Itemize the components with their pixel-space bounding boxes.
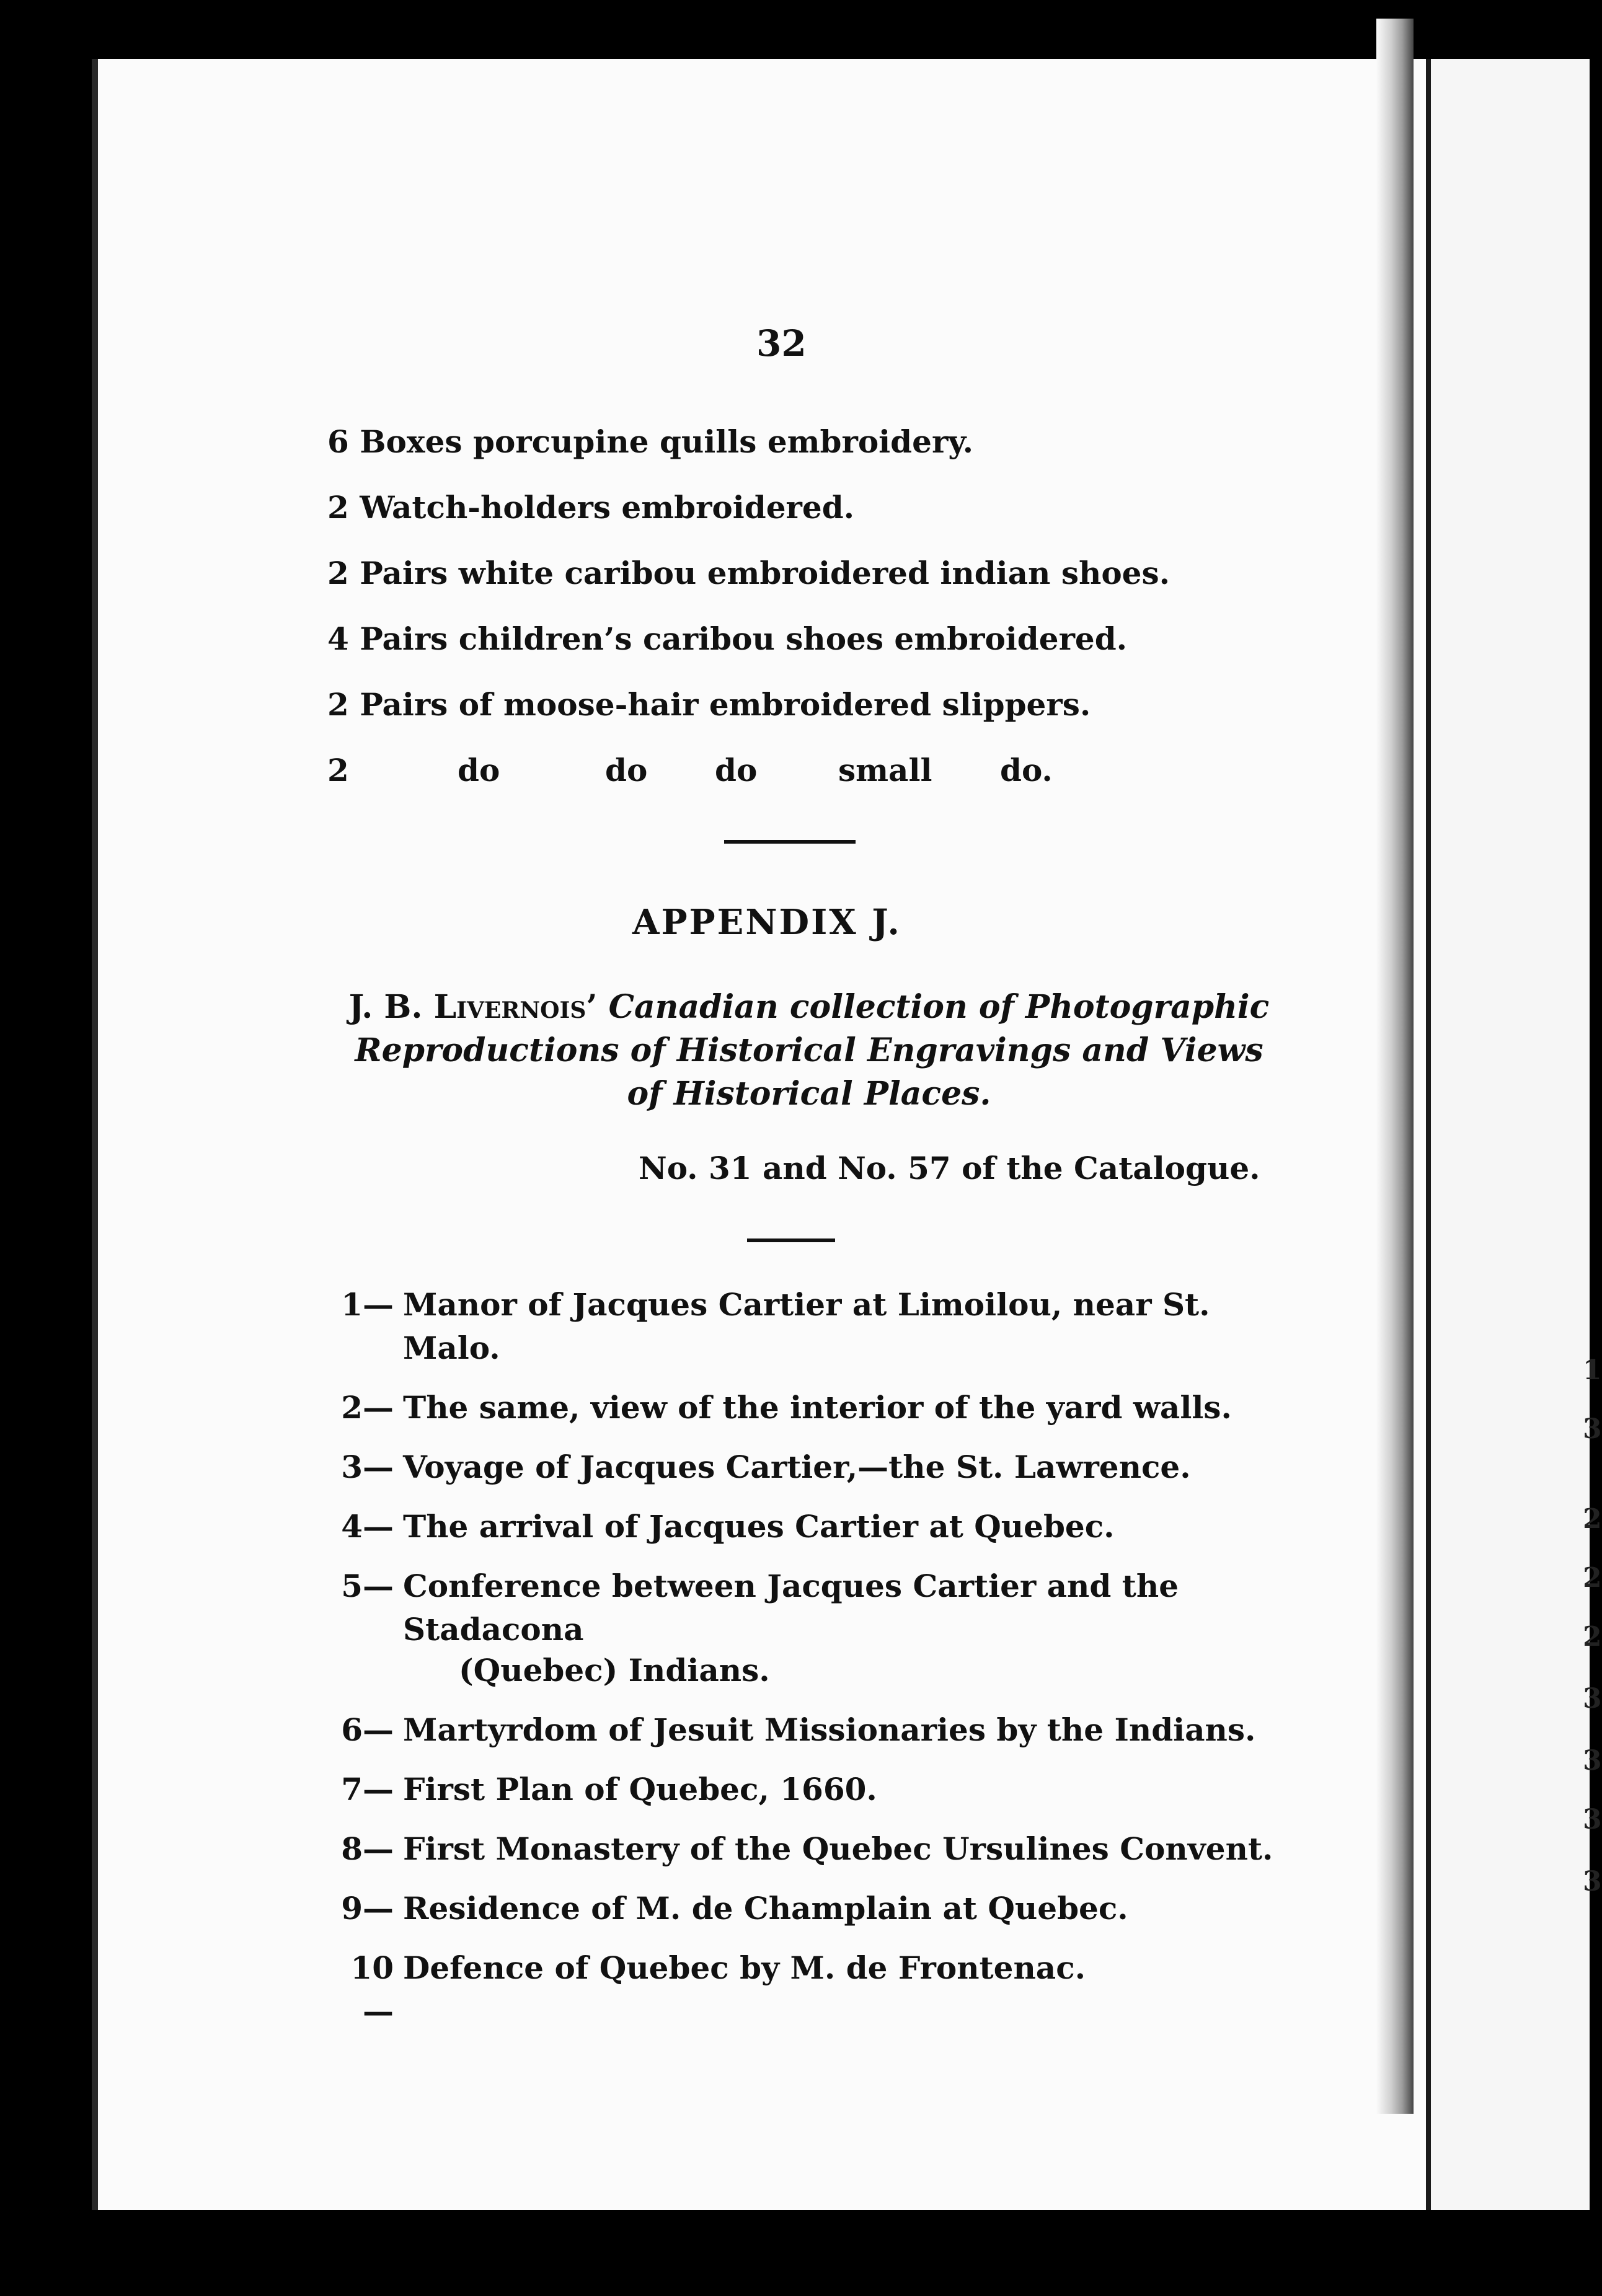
page-number: 32 <box>756 322 807 364</box>
entry-number: 5— <box>341 1568 394 1604</box>
list-item: 6 Boxes porcupine quills embroidery. <box>327 423 974 460</box>
list-item: 4 Pairs children’s caribou shoes embroidered. <box>327 620 1128 657</box>
ditto-mark: do <box>715 752 758 788</box>
author-initials: J. B. <box>348 988 423 1026</box>
entry-text: Martyrdom of Jesuit Missionaries by the Indians. <box>403 1711 1256 1748</box>
entry-text: Conference between Jacques Cartier and the Stadacona <box>403 1568 1179 1648</box>
edge-char: 2 <box>1583 1503 1602 1535</box>
ditto-qty: 2 <box>327 752 349 788</box>
entry-text: Voyage of Jacques Cartier,—the St. Lawrence. <box>403 1449 1191 1485</box>
collection-title: Canadian collection of Photographic Reproductions of Historical Engravings and Views of Historical Places. <box>355 988 1270 1113</box>
list-item: 2 Watch-holders embroidered. <box>327 489 855 526</box>
list-item <box>335 1708 1302 1752</box>
appendix-description <box>335 986 1283 1116</box>
page-gutter-shadow <box>1376 19 1414 2114</box>
ditto-mark: do <box>605 752 648 788</box>
entry-text: Manor of Jacques Cartier at Limoilou, near St. Malo. <box>403 1286 1210 1366</box>
entry-text: First Monastery of the Quebec Ursulines Convent. <box>403 1830 1273 1867</box>
list-item <box>335 1446 1302 1489</box>
facing-page-edge <box>1426 59 1602 2210</box>
section-divider <box>747 1239 835 1242</box>
entry-number: 6— <box>341 1711 394 1748</box>
edge-char: 1 <box>1583 1354 1602 1386</box>
list-item <box>335 1887 1302 1930</box>
entry-text: Residence of M. de Champlain at Quebec. <box>403 1890 1128 1927</box>
ditto-mark: do. <box>1000 752 1053 788</box>
ditto-row <box>327 738 1170 803</box>
catalogue-note: No. 31 and No. 57 of the Catalogue. <box>639 1150 1260 1186</box>
entry-number: 8— <box>341 1830 394 1867</box>
author-name: Livernois’ <box>433 988 598 1026</box>
edge-char: 3 <box>1583 1683 1602 1715</box>
list-item <box>335 1565 1302 1692</box>
list-item <box>335 1283 1302 1370</box>
entry-text: The same, view of the interior of the yard walls. <box>403 1389 1232 1426</box>
section-divider <box>724 840 856 844</box>
list-item: 2 Pairs of moose-hair embroidered slippers. <box>327 686 1091 723</box>
entry-text: Defence of Quebec by M. de Frontenac. <box>403 1949 1086 1986</box>
ditto-mark: do <box>458 752 500 788</box>
edge-char: 3 <box>1583 1866 1602 1897</box>
entry-number: 3— <box>341 1449 394 1485</box>
entry-text-continuation: (Quebec) Indians. <box>459 1652 770 1689</box>
photograph-list <box>335 1283 1302 2029</box>
list-item <box>335 1386 1302 1429</box>
edge-char: 3 <box>1583 1413 1602 1445</box>
inventory-list <box>327 409 1170 803</box>
list-item: 2 Pairs white caribou embroidered indian shoes. <box>327 555 1171 591</box>
entry-number: 10— <box>350 1949 394 2029</box>
entry-number: 1— <box>341 1286 394 1323</box>
entry-text: First Plan of Quebec, 1660. <box>403 1771 877 1808</box>
edge-char: 3 <box>1583 1804 1602 1835</box>
entry-number: 9— <box>341 1890 394 1927</box>
edge-char: 3 <box>1583 1745 1602 1777</box>
list-item <box>335 1946 1302 2029</box>
entry-text: The arrival of Jacques Cartier at Quebec. <box>403 1508 1115 1545</box>
ditto-word: small <box>838 752 932 788</box>
list-item <box>335 1505 1302 1548</box>
list-item <box>335 1768 1302 1811</box>
edge-char: 2 <box>1583 1562 1602 1594</box>
edge-char: 2 <box>1583 1621 1602 1653</box>
entry-number: 7— <box>341 1771 394 1808</box>
entry-number: 2— <box>341 1389 394 1426</box>
list-item <box>335 1827 1302 1871</box>
appendix-title: APPENDIX J. <box>632 902 901 943</box>
entry-number: 4— <box>341 1508 394 1545</box>
